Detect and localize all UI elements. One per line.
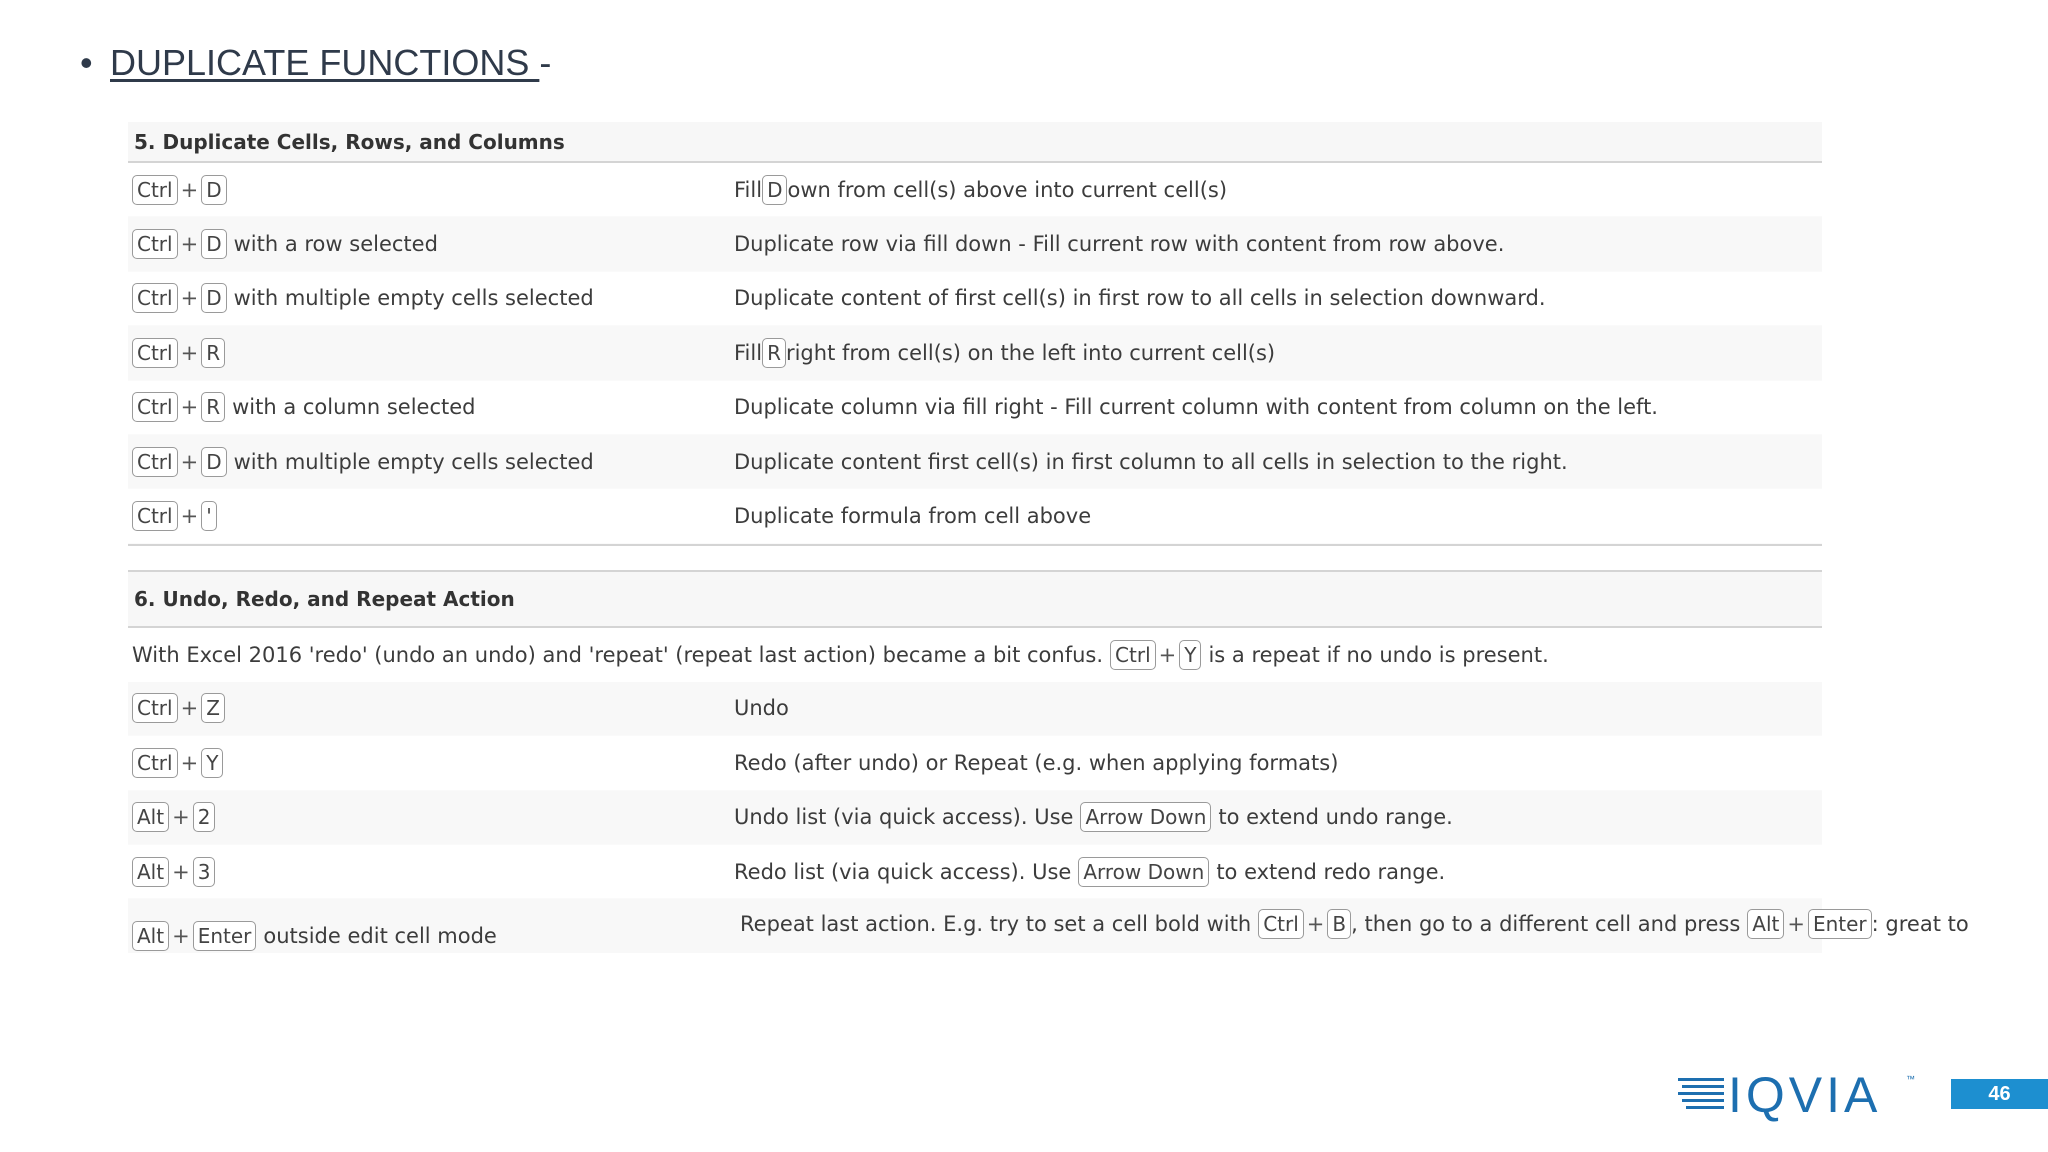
key-badge: D bbox=[201, 283, 226, 313]
table-row bbox=[128, 845, 1822, 899]
description-cell bbox=[734, 338, 1822, 368]
key-badge: Ctrl bbox=[132, 175, 178, 205]
plus-sign: + bbox=[180, 286, 199, 311]
key-badge: D bbox=[201, 229, 226, 259]
plus-sign: + bbox=[1158, 642, 1177, 667]
description-cell bbox=[734, 175, 1822, 205]
description-cell bbox=[734, 504, 1822, 528]
description-text: to extend redo range. bbox=[1216, 859, 1446, 884]
key-badge: Ctrl bbox=[1258, 909, 1304, 939]
key-badge: Alt bbox=[132, 802, 169, 832]
description-cell bbox=[734, 232, 1822, 256]
key-badge: Alt bbox=[1747, 909, 1784, 939]
shortcut-cell bbox=[128, 229, 734, 259]
intro-text: With Excel 2016 'redo' (undo an undo) and 'repeat' (repeat last action) became a bit confus. bbox=[132, 642, 1104, 667]
plus-sign: + bbox=[1306, 912, 1325, 937]
description-text: Fill bbox=[734, 340, 763, 365]
description-text: own from cell(s) above into current cell(s) bbox=[787, 177, 1228, 202]
section-intro bbox=[128, 628, 1822, 682]
shortcut-table-screenshot bbox=[128, 122, 1969, 949]
key-badge: Ctrl bbox=[132, 283, 178, 313]
key-badge: R bbox=[201, 392, 225, 422]
description-text: right from cell(s) on the left into current cell(s) bbox=[785, 340, 1276, 365]
key-badge: Ctrl bbox=[132, 501, 178, 531]
shortcut-cell bbox=[128, 748, 734, 778]
plus-sign: + bbox=[180, 750, 199, 775]
shortcut-cell bbox=[128, 175, 734, 205]
plus-sign: + bbox=[172, 924, 190, 949]
shortcut-cell bbox=[128, 921, 734, 951]
logo-lines-icon bbox=[1678, 1078, 1724, 1109]
key-badge: Enter bbox=[1808, 909, 1872, 939]
key-badge: 2 bbox=[193, 802, 216, 832]
logo-text: IQVIA bbox=[1728, 1067, 1882, 1123]
plus-sign: + bbox=[180, 340, 199, 365]
slide-title bbox=[80, 42, 551, 84]
description-text: , then go to a different cell and press bbox=[1351, 912, 1741, 937]
shortcut-cell bbox=[128, 857, 734, 887]
section-duplicate bbox=[128, 122, 1822, 544]
description-text: Duplicate content first cell(s) in first column to all cells in selection to the right. bbox=[734, 449, 1568, 474]
table-row bbox=[128, 791, 1822, 845]
description-cell bbox=[740, 909, 1969, 939]
shortcut-cell bbox=[128, 501, 734, 531]
description-cell bbox=[734, 450, 1822, 474]
description-cell bbox=[734, 802, 1822, 832]
title-bullet: • bbox=[80, 42, 93, 83]
plus-sign: + bbox=[180, 696, 199, 721]
shortcut-suffix: outside edit cell mode bbox=[263, 924, 497, 949]
description-cell bbox=[734, 286, 1822, 310]
description-text: Repeat last action. E.g. try to set a cell bold with bbox=[740, 912, 1252, 937]
key-badge: Ctrl bbox=[132, 748, 178, 778]
key-badge: Z bbox=[201, 693, 225, 723]
plus-sign: + bbox=[180, 395, 199, 420]
table-row bbox=[128, 736, 1822, 790]
shortcut-cell bbox=[128, 693, 734, 723]
section-divider bbox=[128, 544, 1822, 570]
page-number: 46 bbox=[1951, 1079, 2048, 1109]
table-row bbox=[128, 381, 1822, 435]
table-row bbox=[128, 326, 1822, 380]
description-text: to extend undo range. bbox=[1218, 805, 1453, 830]
shortcut-cell bbox=[128, 447, 734, 477]
key-badge: Enter bbox=[193, 921, 257, 951]
key-badge: D bbox=[762, 175, 787, 205]
table-row bbox=[128, 435, 1822, 489]
shortcut-cell bbox=[128, 283, 734, 313]
plus-sign: + bbox=[180, 177, 199, 202]
table-row bbox=[128, 272, 1822, 326]
description-text: Redo list (via quick access). Use bbox=[734, 859, 1072, 884]
key-badge: Arrow Down bbox=[1078, 857, 1209, 887]
description-text: Undo bbox=[734, 696, 789, 721]
key-badge: Alt bbox=[132, 921, 169, 951]
table-row bbox=[128, 217, 1822, 271]
key-badge: Ctrl bbox=[1110, 640, 1156, 670]
table-row bbox=[128, 163, 1822, 217]
section-undo-redo bbox=[128, 570, 1969, 954]
plus-sign: + bbox=[180, 504, 199, 529]
plus-sign: + bbox=[180, 232, 199, 257]
key-badge: ' bbox=[201, 501, 217, 531]
shortcut-cell bbox=[128, 392, 734, 422]
description-cell bbox=[734, 696, 1822, 720]
description-text: Duplicate content of first cell(s) in first row to all cells in selection downward. bbox=[734, 286, 1546, 311]
iqvia-logo bbox=[1678, 1067, 1918, 1123]
title-dash: - bbox=[539, 42, 552, 83]
section-heading: 5. Duplicate Cells, Rows, and Columns bbox=[128, 122, 1822, 163]
key-badge: 3 bbox=[193, 857, 216, 887]
key-badge: R bbox=[201, 338, 225, 368]
shortcut-cell bbox=[128, 802, 734, 832]
plus-sign: + bbox=[1787, 912, 1805, 937]
key-badge: D bbox=[201, 447, 226, 477]
key-badge: Ctrl bbox=[132, 229, 178, 259]
key-badge: Y bbox=[201, 748, 223, 778]
shortcut-suffix: with a column selected bbox=[232, 395, 476, 420]
title-text: DUPLICATE FUNCTIONS bbox=[110, 42, 540, 83]
shortcut-suffix: with multiple empty cells selected bbox=[233, 449, 594, 474]
description-text: Fill bbox=[734, 177, 763, 202]
shortcut-cell bbox=[128, 338, 734, 368]
key-badge: Arrow Down bbox=[1080, 802, 1211, 832]
key-badge: B bbox=[1327, 909, 1351, 939]
table-row bbox=[128, 489, 1822, 543]
description-cell bbox=[734, 751, 1822, 775]
shortcut-suffix: with a row selected bbox=[233, 232, 438, 257]
table-row bbox=[128, 682, 1822, 736]
description-text: Duplicate formula from cell above bbox=[734, 504, 1092, 529]
table-row bbox=[128, 899, 1969, 953]
description-text: : great to bbox=[1871, 912, 1969, 937]
description-text: Redo (after undo) or Repeat (e.g. when applying formats) bbox=[734, 750, 1339, 775]
intro-text: is a repeat if no undo is present. bbox=[1208, 642, 1549, 667]
logo-trademark: ™ bbox=[1906, 1074, 1915, 1084]
shortcut-suffix: with multiple empty cells selected bbox=[233, 286, 594, 311]
key-badge: Ctrl bbox=[132, 392, 178, 422]
section-heading: 6. Undo, Redo, and Repeat Action bbox=[128, 570, 1822, 628]
key-badge: Alt bbox=[132, 857, 169, 887]
plus-sign: + bbox=[172, 859, 190, 884]
key-badge: Y bbox=[1179, 640, 1201, 670]
description-text: Duplicate column via fill right - Fill current column with content from column on the left. bbox=[734, 395, 1658, 420]
description-cell bbox=[734, 857, 1822, 887]
key-badge: R bbox=[762, 338, 786, 368]
key-badge: Ctrl bbox=[132, 693, 178, 723]
description-text: Duplicate row via fill down - Fill current row with content from row above. bbox=[734, 232, 1505, 257]
description-cell bbox=[734, 395, 1822, 419]
key-badge: Ctrl bbox=[132, 338, 178, 368]
description-text: Undo list (via quick access). Use bbox=[734, 805, 1074, 830]
plus-sign: + bbox=[172, 805, 190, 830]
key-badge: Ctrl bbox=[132, 447, 178, 477]
plus-sign: + bbox=[180, 449, 199, 474]
key-badge: D bbox=[201, 175, 226, 205]
